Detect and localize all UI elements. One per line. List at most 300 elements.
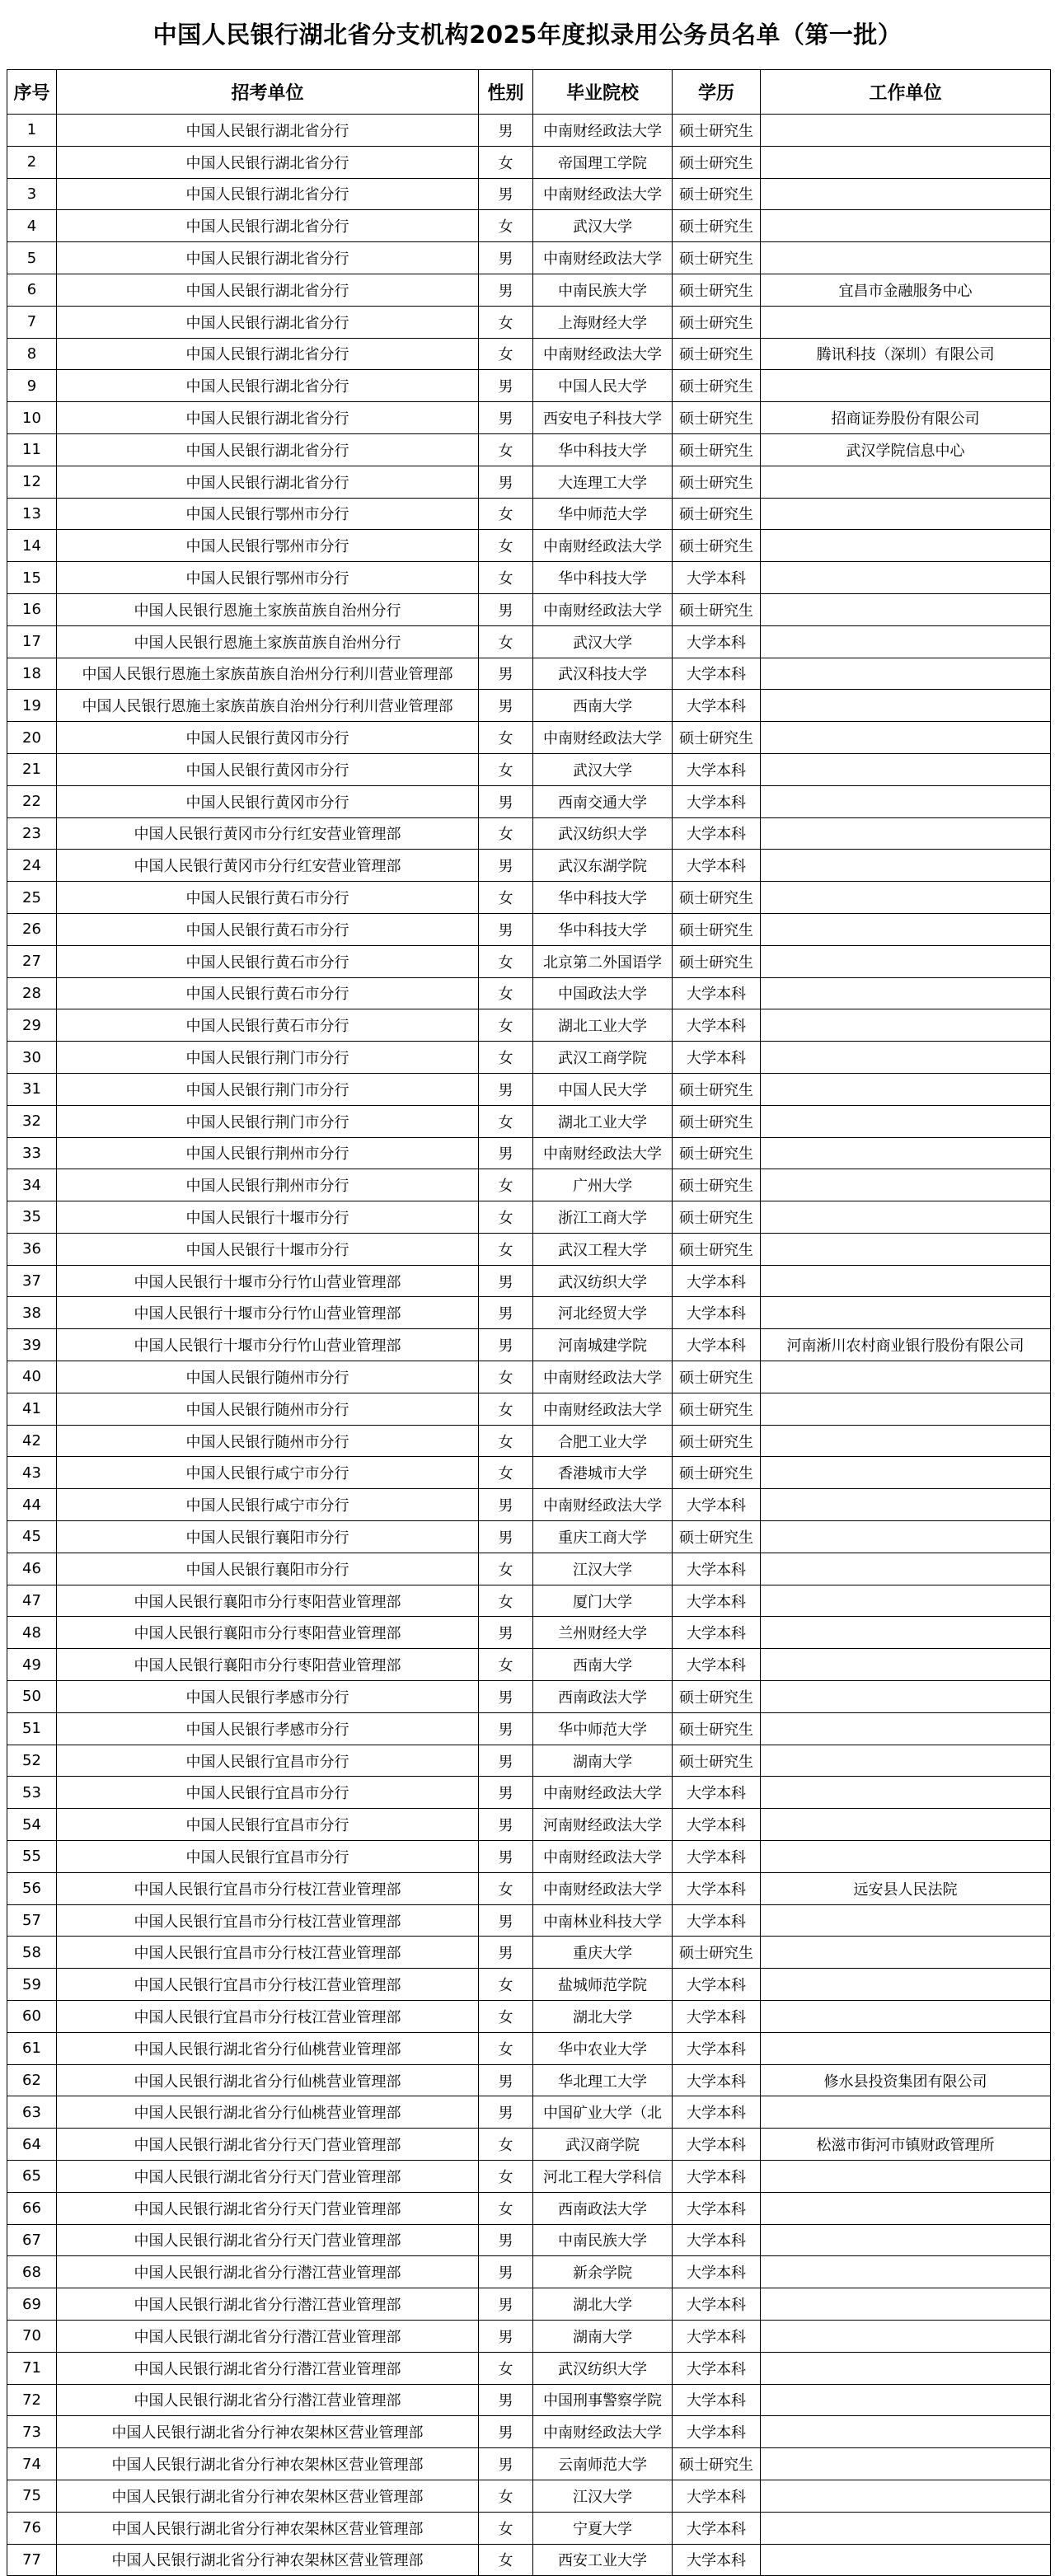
table-row (7, 945, 1051, 977)
gender-cell: 女 (479, 1425, 533, 1457)
school-cell: 华中科技大学 (533, 913, 673, 945)
row-index-cell: 75 (7, 2480, 57, 2512)
gender-cell: 男 (479, 1617, 533, 1649)
recruiting-unit-cell: 中国人民银行湖北省分行仙桃营业管理部 (57, 2064, 479, 2096)
degree-cell: 硕士研究生 (673, 1105, 761, 1137)
school-cell: 中南财经政法大学 (533, 115, 673, 147)
work-unit-cell (761, 850, 1051, 882)
row-index-cell: 40 (7, 1361, 57, 1393)
table-row (7, 593, 1051, 625)
gender-cell: 男 (479, 2064, 533, 2096)
work-unit-cell: 宜昌市金融服务中心 (761, 274, 1051, 306)
table-row (7, 1521, 1051, 1553)
row-index-cell: 11 (7, 433, 57, 466)
work-unit-cell: 远安县人民法院 (761, 1872, 1051, 1904)
row-index-cell: 58 (7, 1937, 57, 1969)
table-row (7, 2129, 1051, 2161)
school-cell: 中南财经政法大学 (533, 338, 673, 370)
table-row (7, 1553, 1051, 1585)
degree-cell: 大学本科 (673, 2352, 761, 2384)
school-cell: 湖北大学 (533, 2001, 673, 2033)
recruiting-unit-cell: 中国人民银行湖北省分行神农架林区营业管理部 (57, 2416, 479, 2448)
school-cell: 中南财经政法大学 (533, 1489, 673, 1521)
table-row (7, 1265, 1051, 1297)
degree-cell: 硕士研究生 (673, 1457, 761, 1489)
row-index-cell: 45 (7, 1521, 57, 1553)
recruiting-unit-cell: 中国人民银行荆门市分行 (57, 1073, 479, 1105)
gender-cell: 男 (479, 1489, 533, 1521)
gender-cell: 女 (479, 1393, 533, 1425)
recruiting-unit-cell: 中国人民银行襄阳市分行 (57, 1521, 479, 1553)
work-unit-cell (761, 466, 1051, 498)
table-row (7, 1777, 1051, 1809)
school-cell: 大连理工大学 (533, 466, 673, 498)
degree-cell: 硕士研究生 (673, 1073, 761, 1105)
gender-cell: 女 (479, 2352, 533, 2384)
recruiting-unit-cell: 中国人民银行黄冈市分行 (57, 753, 479, 785)
table-row (7, 850, 1051, 882)
row-index-cell: 68 (7, 2256, 57, 2288)
gender-cell: 女 (479, 625, 533, 658)
degree-cell: 硕士研究生 (673, 274, 761, 306)
degree-cell: 大学本科 (673, 2320, 761, 2352)
degree-cell: 大学本科 (673, 2416, 761, 2448)
work-unit-cell (761, 1745, 1051, 1777)
degree-cell: 硕士研究生 (673, 1521, 761, 1553)
work-unit-cell (761, 625, 1051, 658)
work-unit-cell (761, 2352, 1051, 2384)
row-index-cell: 65 (7, 2161, 57, 2193)
degree-cell: 硕士研究生 (673, 498, 761, 530)
row-index-cell: 63 (7, 2096, 57, 2129)
work-unit-cell (761, 882, 1051, 914)
degree-cell: 硕士研究生 (673, 1681, 761, 1713)
recruiting-unit-cell: 中国人民银行湖北省分行仙桃营业管理部 (57, 2096, 479, 2129)
work-unit-cell (761, 2512, 1051, 2544)
recruiting-unit-cell: 中国人民银行黄石市分行 (57, 913, 479, 945)
degree-cell: 大学本科 (673, 753, 761, 785)
degree-cell: 硕士研究生 (673, 530, 761, 562)
degree-cell: 大学本科 (673, 1553, 761, 1585)
work-unit-cell (761, 1361, 1051, 1393)
degree-cell: 大学本科 (673, 2064, 761, 2096)
gender-cell: 男 (479, 274, 533, 306)
degree-cell: 硕士研究生 (673, 882, 761, 914)
school-cell: 华北理工大学 (533, 2064, 673, 2096)
gender-cell: 女 (479, 1457, 533, 1489)
degree-cell: 硕士研究生 (673, 1169, 761, 1201)
row-index-cell: 32 (7, 1105, 57, 1137)
work-unit-cell (761, 722, 1051, 754)
gender-cell: 女 (479, 146, 533, 178)
work-unit-cell (761, 1042, 1051, 1074)
gender-cell: 女 (479, 2001, 533, 2033)
row-index-cell: 5 (7, 242, 57, 274)
recruiting-unit-cell: 中国人民银行十堰市分行竹山营业管理部 (57, 1297, 479, 1329)
work-unit-cell (761, 1457, 1051, 1489)
recruiting-unit-cell: 中国人民银行湖北省分行天门营业管理部 (57, 2161, 479, 2193)
row-index-cell: 21 (7, 753, 57, 785)
school-cell: 中国人民大学 (533, 1073, 673, 1105)
table-row (7, 1073, 1051, 1105)
work-unit-cell (761, 1233, 1051, 1265)
gender-cell: 男 (479, 690, 533, 722)
row-index-cell: 48 (7, 1617, 57, 1649)
degree-cell: 硕士研究生 (673, 115, 761, 147)
school-cell: 中南财经政法大学 (533, 722, 673, 754)
table-row (7, 977, 1051, 1009)
recruiting-unit-cell: 中国人民银行宜昌市分行枝江营业管理部 (57, 1904, 479, 1937)
row-index-cell: 28 (7, 977, 57, 1009)
degree-cell: 硕士研究生 (673, 1425, 761, 1457)
work-unit-cell (761, 1712, 1051, 1745)
recruiting-unit-cell: 中国人民银行孝感市分行 (57, 1681, 479, 1713)
work-unit-cell (761, 530, 1051, 562)
recruiting-unit-cell: 中国人民银行随州市分行 (57, 1425, 479, 1457)
gender-cell: 女 (479, 498, 533, 530)
school-cell: 西南大学 (533, 1649, 673, 1681)
school-cell: 中南财经政法大学 (533, 1361, 673, 1393)
table-row (7, 913, 1051, 945)
gender-cell: 女 (479, 1201, 533, 1234)
gender-cell: 男 (479, 1777, 533, 1809)
row-index-cell: 10 (7, 402, 57, 434)
degree-cell: 硕士研究生 (673, 2448, 761, 2480)
row-index-cell: 24 (7, 850, 57, 882)
recruiting-unit-cell: 中国人民银行十堰市分行 (57, 1201, 479, 1234)
row-index-cell: 12 (7, 466, 57, 498)
row-index-cell: 18 (7, 658, 57, 690)
gender-cell: 女 (479, 1969, 533, 2001)
gender-cell: 男 (479, 2320, 533, 2352)
table-row (7, 2032, 1051, 2064)
degree-cell: 硕士研究生 (673, 178, 761, 210)
table-row (7, 2096, 1051, 2129)
work-unit-cell (761, 1201, 1051, 1234)
recruiting-unit-cell: 中国人民银行宜昌市分行枝江营业管理部 (57, 2001, 479, 2033)
table-row (7, 1841, 1051, 1873)
row-index-cell: 71 (7, 2352, 57, 2384)
work-unit-cell: 松滋市街河市镇财政管理所 (761, 2129, 1051, 2161)
work-unit-cell (761, 1521, 1051, 1553)
recruiting-unit-cell: 中国人民银行恩施土家族苗族自治州分行利川营业管理部 (57, 690, 479, 722)
row-index-cell: 44 (7, 1489, 57, 1521)
table-row (7, 1585, 1051, 1617)
work-unit-cell (761, 1841, 1051, 1873)
row-index-cell: 64 (7, 2129, 57, 2161)
school-cell: 湖北工业大学 (533, 1105, 673, 1137)
row-index-cell: 2 (7, 146, 57, 178)
degree-cell: 大学本科 (673, 2192, 761, 2224)
gender-cell: 女 (479, 338, 533, 370)
row-index-cell: 36 (7, 1233, 57, 1265)
recruiting-unit-cell: 中国人民银行湖北省分行潜江营业管理部 (57, 2352, 479, 2384)
recruiting-unit-cell: 中国人民银行随州市分行 (57, 1361, 479, 1393)
work-unit-cell (761, 1105, 1051, 1137)
row-index-cell: 38 (7, 1297, 57, 1329)
degree-cell: 大学本科 (673, 2001, 761, 2033)
recruiting-unit-cell: 中国人民银行湖北省分行天门营业管理部 (57, 2224, 479, 2256)
work-unit-cell (761, 2192, 1051, 2224)
degree-cell: 大学本科 (673, 2544, 761, 2576)
recruiting-unit-cell: 中国人民银行湖北省分行天门营业管理部 (57, 2129, 479, 2161)
row-index-cell: 8 (7, 338, 57, 370)
row-index-cell: 19 (7, 690, 57, 722)
work-unit-cell (761, 115, 1051, 147)
table-row (7, 2320, 1051, 2352)
degree-cell: 硕士研究生 (673, 146, 761, 178)
work-unit-cell: 腾讯科技（深圳）有限公司 (761, 338, 1051, 370)
recruiting-unit-cell: 中国人民银行宜昌市分行枝江营业管理部 (57, 1872, 479, 1904)
school-cell: 重庆工商大学 (533, 1521, 673, 1553)
gender-cell: 男 (479, 1137, 533, 1169)
school-cell: 华中师范大学 (533, 498, 673, 530)
table-row (7, 1969, 1051, 2001)
work-unit-cell (761, 1425, 1051, 1457)
work-unit-cell (761, 785, 1051, 817)
recruiting-unit-cell: 中国人民银行湖北省分行 (57, 115, 479, 147)
table-row (7, 1617, 1051, 1649)
degree-cell: 硕士研究生 (673, 433, 761, 466)
gender-cell: 男 (479, 2224, 533, 2256)
row-index-cell: 31 (7, 1073, 57, 1105)
table-body (7, 115, 1051, 2576)
school-cell: 湖南大学 (533, 1745, 673, 1777)
recruiting-unit-cell: 中国人民银行宜昌市分行 (57, 1745, 479, 1777)
degree-cell: 硕士研究生 (673, 1745, 761, 1777)
table-row (7, 2224, 1051, 2256)
recruiting-unit-cell: 中国人民银行湖北省分行 (57, 210, 479, 242)
row-index-cell: 39 (7, 1329, 57, 1361)
degree-cell: 大学本科 (673, 1777, 761, 1809)
work-unit-cell (761, 2288, 1051, 2321)
recruiting-unit-cell: 中国人民银行十堰市分行竹山营业管理部 (57, 1265, 479, 1297)
gender-cell: 女 (479, 530, 533, 562)
work-unit-cell (761, 1777, 1051, 1809)
table-row (7, 1649, 1051, 1681)
table-row (7, 785, 1051, 817)
work-unit-cell (761, 1073, 1051, 1105)
degree-cell: 大学本科 (673, 2512, 761, 2544)
school-cell: 厦门大学 (533, 1585, 673, 1617)
document-title: 中国人民银行湖北省分支机构2025年度拟录用公务员名单（第一批） (152, 21, 903, 49)
degree-cell: 硕士研究生 (673, 722, 761, 754)
school-cell: 武汉大学 (533, 625, 673, 658)
work-unit-cell (761, 1489, 1051, 1521)
school-cell: 香港城市大学 (533, 1457, 673, 1489)
gender-cell: 女 (479, 945, 533, 977)
degree-cell: 硕士研究生 (673, 370, 761, 402)
work-unit-cell (761, 945, 1051, 977)
recruiting-unit-cell: 中国人民银行湖北省分行 (57, 306, 479, 338)
school-cell: 浙江工商大学 (533, 1201, 673, 1234)
work-unit-cell (761, 146, 1051, 178)
row-index-cell: 52 (7, 1745, 57, 1777)
work-unit-cell (761, 1904, 1051, 1937)
row-index-cell: 20 (7, 722, 57, 754)
table-row (7, 2416, 1051, 2448)
gender-cell: 女 (479, 1169, 533, 1201)
gender-cell: 男 (479, 1841, 533, 1873)
row-index-cell: 33 (7, 1137, 57, 1169)
recruiting-unit-cell: 中国人民银行十堰市分行竹山营业管理部 (57, 1329, 479, 1361)
table-row (7, 562, 1051, 594)
gender-cell: 男 (479, 1904, 533, 1937)
table-row (7, 690, 1051, 722)
school-cell: 中南财经政法大学 (533, 1872, 673, 1904)
recruiting-unit-cell: 中国人民银行湖北省分行 (57, 433, 479, 466)
recruiting-unit-cell: 中国人民银行黄石市分行 (57, 1009, 479, 1042)
school-cell: 湖南大学 (533, 2320, 673, 2352)
school-cell: 武汉东湖学院 (533, 850, 673, 882)
row-index-cell: 61 (7, 2032, 57, 2064)
school-cell: 中南民族大学 (533, 274, 673, 306)
recruiting-unit-cell: 中国人民银行湖北省分行潜江营业管理部 (57, 2384, 479, 2416)
recruiting-unit-cell: 中国人民银行黄冈市分行 (57, 785, 479, 817)
row-index-cell: 7 (7, 306, 57, 338)
gender-cell: 女 (479, 882, 533, 914)
row-index-cell: 4 (7, 210, 57, 242)
table-row (7, 2192, 1051, 2224)
recruiting-unit-cell: 中国人民银行黄冈市分行红安营业管理部 (57, 850, 479, 882)
school-cell: 西南政法大学 (533, 2192, 673, 2224)
row-index-cell: 69 (7, 2288, 57, 2321)
recruiting-unit-cell: 中国人民银行湖北省分行 (57, 274, 479, 306)
school-cell: 华中科技大学 (533, 882, 673, 914)
degree-cell: 大学本科 (673, 1042, 761, 1074)
degree-cell: 大学本科 (673, 2032, 761, 2064)
table-row (7, 466, 1051, 498)
work-unit-cell (761, 2224, 1051, 2256)
school-cell: 云南师范大学 (533, 2448, 673, 2480)
degree-cell: 大学本科 (673, 690, 761, 722)
gender-cell: 女 (479, 2129, 533, 2161)
school-cell: 广州大学 (533, 1169, 673, 1201)
table-row (7, 1904, 1051, 1937)
table-row (7, 2544, 1051, 2576)
school-cell: 中南财经政法大学 (533, 1841, 673, 1873)
recruiting-unit-cell: 中国人民银行湖北省分行 (57, 402, 479, 434)
recruiting-unit-cell: 中国人民银行鄂州市分行 (57, 562, 479, 594)
degree-cell: 大学本科 (673, 785, 761, 817)
school-cell: 中南财经政法大学 (533, 242, 673, 274)
work-unit-cell (761, 593, 1051, 625)
row-index-cell: 73 (7, 2416, 57, 2448)
table-row (7, 2448, 1051, 2480)
degree-cell: 大学本科 (673, 2480, 761, 2512)
table-row (7, 2352, 1051, 2384)
degree-cell: 大学本科 (673, 2384, 761, 2416)
work-unit-cell (761, 753, 1051, 785)
school-cell: 西南大学 (533, 690, 673, 722)
school-cell: 宁夏大学 (533, 2512, 673, 2544)
recruiting-unit-cell: 中国人民银行襄阳市分行 (57, 1553, 479, 1585)
recruiting-unit-cell: 中国人民银行湖北省分行潜江营业管理部 (57, 2288, 479, 2321)
school-cell: 武汉大学 (533, 753, 673, 785)
recruiting-unit-cell: 中国人民银行荆门市分行 (57, 1042, 479, 1074)
recruiting-unit-cell: 中国人民银行恩施土家族苗族自治州分行 (57, 593, 479, 625)
row-index-cell: 35 (7, 1201, 57, 1234)
work-unit-cell (761, 1137, 1051, 1169)
gender-cell: 男 (479, 370, 533, 402)
row-index-cell: 72 (7, 2384, 57, 2416)
degree-cell: 硕士研究生 (673, 242, 761, 274)
recruiting-unit-cell: 中国人民银行襄阳市分行枣阳营业管理部 (57, 1585, 479, 1617)
work-unit-cell (761, 2256, 1051, 2288)
school-cell: 湖北工业大学 (533, 1009, 673, 1042)
school-cell: 中南财经政法大学 (533, 593, 673, 625)
recruiting-unit-cell: 中国人民银行襄阳市分行枣阳营业管理部 (57, 1617, 479, 1649)
row-index-cell: 30 (7, 1042, 57, 1074)
school-cell: 合肥工业大学 (533, 1425, 673, 1457)
gender-cell: 男 (479, 1265, 533, 1297)
gender-cell: 男 (479, 2096, 533, 2129)
degree-cell: 硕士研究生 (673, 1393, 761, 1425)
recruiting-unit-cell: 中国人民银行宜昌市分行枝江营业管理部 (57, 1969, 479, 2001)
degree-cell: 硕士研究生 (673, 1361, 761, 1393)
row-index-cell: 60 (7, 2001, 57, 2033)
degree-cell: 硕士研究生 (673, 1201, 761, 1234)
row-index-cell: 22 (7, 785, 57, 817)
school-cell: 武汉工程大学 (533, 1233, 673, 1265)
recruiting-unit-cell: 中国人民银行湖北省分行 (57, 370, 479, 402)
degree-cell: 硕士研究生 (673, 1712, 761, 1745)
table-row (7, 2384, 1051, 2416)
table-row (7, 370, 1051, 402)
degree-cell: 大学本科 (673, 1872, 761, 1904)
recruiting-unit-cell: 中国人民银行黄冈市分行红安营业管理部 (57, 817, 479, 850)
work-unit-cell (761, 210, 1051, 242)
degree-cell: 大学本科 (673, 1489, 761, 1521)
gender-cell: 女 (479, 210, 533, 242)
school-cell: 河北工程大学科信 (533, 2161, 673, 2193)
recruiting-unit-cell: 中国人民银行荆州市分行 (57, 1137, 479, 1169)
gender-cell: 男 (479, 785, 533, 817)
work-unit-cell (761, 2161, 1051, 2193)
row-index-cell: 1 (7, 115, 57, 147)
work-unit-cell (761, 817, 1051, 850)
table-row (7, 658, 1051, 690)
recruiting-unit-cell: 中国人民银行湖北省分行神农架林区营业管理部 (57, 2544, 479, 2576)
gender-cell: 女 (479, 2544, 533, 2576)
work-unit-cell (761, 2448, 1051, 2480)
school-cell: 华中师范大学 (533, 1712, 673, 1745)
gender-cell: 男 (479, 1521, 533, 1553)
school-cell: 兰州财经大学 (533, 1617, 673, 1649)
school-cell: 中南财经政法大学 (533, 1137, 673, 1169)
table-row (7, 338, 1051, 370)
school-cell: 河南财经政法大学 (533, 1809, 673, 1841)
school-cell: 中南财经政法大学 (533, 1777, 673, 1809)
table-row (7, 1329, 1051, 1361)
gender-cell: 女 (479, 722, 533, 754)
gender-cell: 男 (479, 1712, 533, 1745)
recruiting-unit-cell: 中国人民银行十堰市分行 (57, 1233, 479, 1265)
table-row (7, 433, 1051, 466)
table-row (7, 1425, 1051, 1457)
degree-cell: 大学本科 (673, 2256, 761, 2288)
school-cell: 湖北大学 (533, 2288, 673, 2321)
recruiting-unit-cell: 中国人民银行咸宁市分行 (57, 1457, 479, 1489)
recruiting-unit-cell: 中国人民银行湖北省分行 (57, 178, 479, 210)
degree-cell: 大学本科 (673, 658, 761, 690)
school-cell: 中南民族大学 (533, 2224, 673, 2256)
work-unit-cell (761, 562, 1051, 594)
table-row (7, 2064, 1051, 2096)
degree-cell: 大学本科 (673, 2224, 761, 2256)
school-cell: 江汉大学 (533, 2480, 673, 2512)
table-row (7, 882, 1051, 914)
